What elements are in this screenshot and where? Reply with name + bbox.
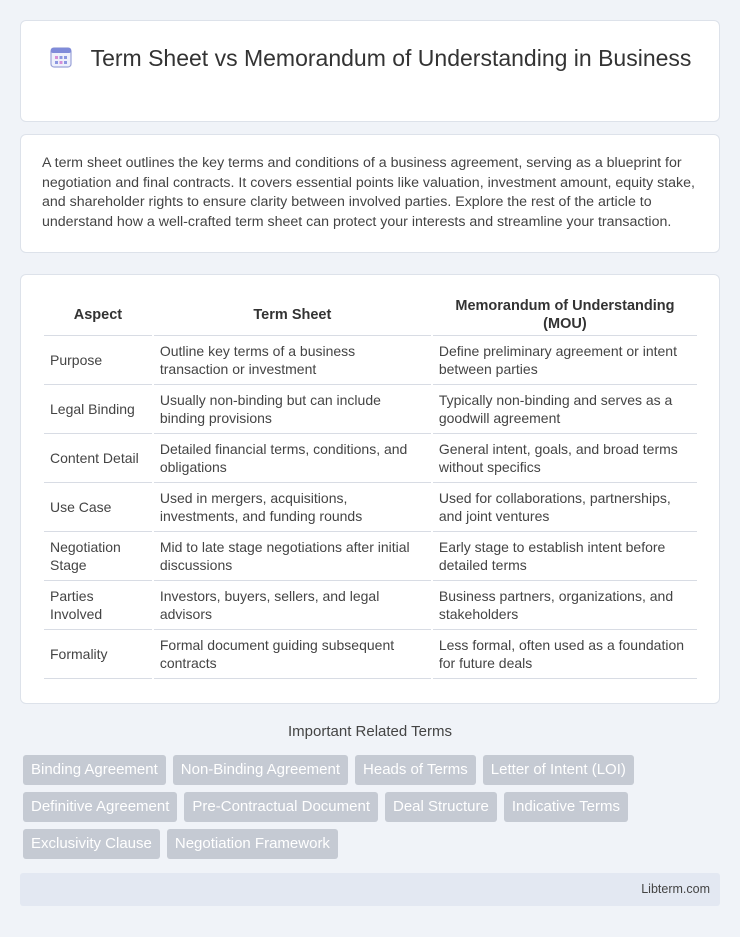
related-term-tag[interactable]: Non-Binding Agreement xyxy=(173,755,348,785)
comparison-table xyxy=(42,294,699,679)
term-sheet-cell: Used in mergers, acquisitions, investments, and funding rounds xyxy=(154,483,431,532)
mou-cell: Early stage to establish intent before detailed terms xyxy=(433,532,697,581)
aspect-cell: Content Detail xyxy=(44,434,152,483)
table-row xyxy=(44,581,697,630)
related-term-tag[interactable]: Deal Structure xyxy=(385,792,497,822)
page-title: Term Sheet vs Memorandum of Understanding in Business xyxy=(90,45,692,71)
term-sheet-cell: Usually non-binding but can include binding provisions xyxy=(154,385,431,434)
table-row xyxy=(44,434,697,483)
mou-cell: Used for collaborations, partnerships, and joint ventures xyxy=(433,483,697,532)
footer-brand-link[interactable]: Libterm.com xyxy=(641,882,710,896)
mou-cell: Define preliminary agreement or intent between parties xyxy=(433,336,697,385)
term-sheet-cell: Mid to late stage negotiations after initial discussions xyxy=(154,532,431,581)
related-term-tag[interactable]: Negotiation Framework xyxy=(167,829,338,859)
aspect-cell: Legal Binding xyxy=(44,385,152,434)
table-row xyxy=(44,385,697,434)
related-term-tag[interactable]: Heads of Terms xyxy=(355,755,476,785)
mou-cell: Typically non-binding and serves as a goodwill agreement xyxy=(433,385,697,434)
tag-row xyxy=(23,792,723,822)
calendar-grid-icon xyxy=(49,45,73,69)
intro-paragraph: A term sheet outlines the key terms and conditions of a business agreement, serving as a blueprint for negotiation and final contracts. It covers essential points like valuation, investment amount, equity stake, and shareholder rights to ensure clarity between involved parties. Explore the rest of the article to understand how a well-crafted term sheet can protect your interests and streamline your transaction. xyxy=(42,155,695,230)
tag-row xyxy=(23,755,723,785)
related-terms-tags xyxy=(23,755,723,866)
tag-row xyxy=(23,829,723,859)
mou-cell: Business partners, organizations, and stakeholders xyxy=(433,581,697,630)
aspect-cell: Parties Involved xyxy=(44,581,152,630)
aspect-cell: Formality xyxy=(44,630,152,679)
related-term-tag[interactable]: Letter of Intent (LOI) xyxy=(483,755,634,785)
aspect-cell: Negotiation Stage xyxy=(44,532,152,581)
table-header-row xyxy=(44,294,697,336)
table-row xyxy=(44,532,697,581)
related-term-tag[interactable]: Pre-Contractual Document xyxy=(184,792,378,822)
related-term-tag[interactable]: Definitive Agreement xyxy=(23,792,177,822)
related-term-tag[interactable]: Binding Agreement xyxy=(23,755,166,785)
term-sheet-cell: Detailed financial terms, conditions, and obligations xyxy=(154,434,431,483)
related-term-tag[interactable]: Indicative Terms xyxy=(504,792,628,822)
table-row xyxy=(44,630,697,679)
related-terms-title: Important Related Terms xyxy=(288,723,452,740)
comparison-table-card xyxy=(20,274,720,704)
term-sheet-cell: Formal document guiding subsequent contracts xyxy=(154,630,431,679)
header-aspect: Aspect xyxy=(44,294,152,336)
header-mou: Memorandum of Understanding (MOU) xyxy=(433,294,697,336)
header-card xyxy=(20,20,720,122)
mou-cell: Less formal, often used as a foundation for future deals xyxy=(433,630,697,679)
aspect-cell: Purpose xyxy=(44,336,152,385)
intro-card xyxy=(20,134,720,253)
related-term-tag[interactable]: Exclusivity Clause xyxy=(23,829,160,859)
page-title-wrap xyxy=(21,43,719,73)
aspect-cell: Use Case xyxy=(44,483,152,532)
term-sheet-cell: Investors, buyers, sellers, and legal advisors xyxy=(154,581,431,630)
header-term-sheet: Term Sheet xyxy=(154,294,431,336)
footer-bar xyxy=(20,873,720,906)
table-row xyxy=(44,483,697,532)
mou-cell: General intent, goals, and broad terms without specifics xyxy=(433,434,697,483)
table-row xyxy=(44,336,697,385)
term-sheet-cell: Outline key terms of a business transaction or investment xyxy=(154,336,431,385)
